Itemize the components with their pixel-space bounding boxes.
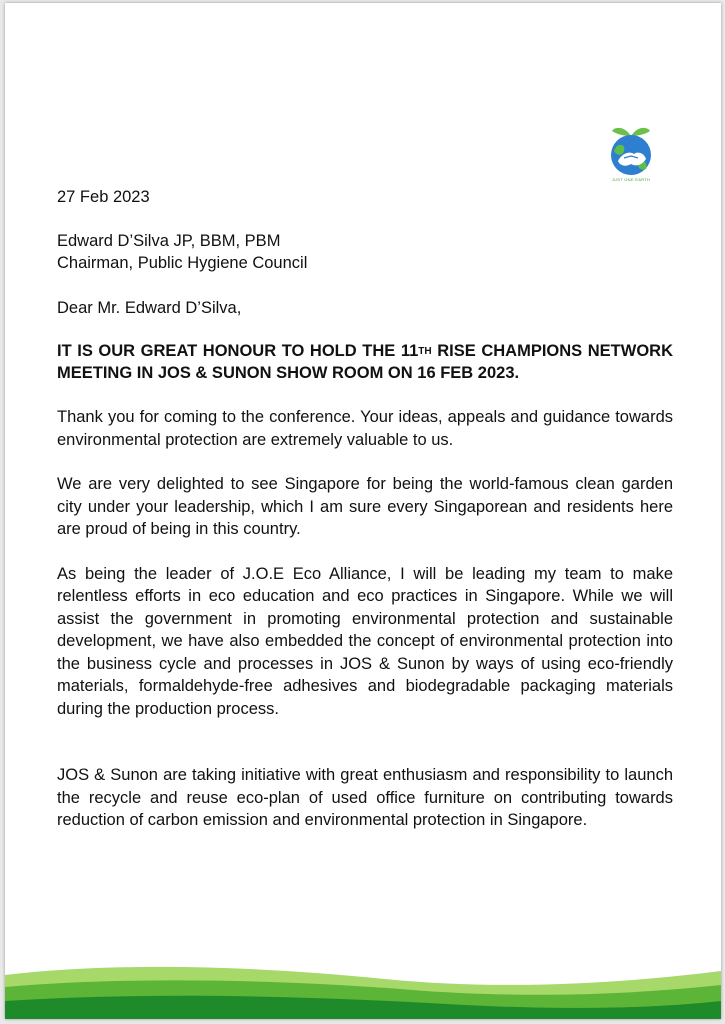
paragraph-thanks: Thank you for coming to the conference. Your ideas, appeals and guidance towards environmental protection are extremely valuable to us. <box>57 408 673 449</box>
heading-part1: IT IS OUR GREAT HONOUR TO HOLD THE 11 <box>57 342 419 360</box>
recipient-title: Chairman, Public Hygiene Council <box>57 254 308 272</box>
globe-hands-icon <box>600 121 662 177</box>
heading-superscript: TH <box>418 346 432 357</box>
letter-date: 27 Feb 2023 <box>57 188 150 206</box>
letter-page <box>5 3 721 1019</box>
salutation: Dear Mr. Edward D’Silva, <box>57 298 242 317</box>
just-one-earth-logo <box>600 121 662 189</box>
recipient-name: Edward D’Silva JP, BBM, PBM <box>57 231 281 250</box>
paragraph-recycle-plan: JOS & Sunon are taking initiative with great enthusiasm and responsibility to launch the recycle and reuse eco-plan of used office furniture on contributing towards reduction of carbon emission and environmental protection in Singapore. <box>57 766 673 829</box>
recipient-block <box>57 230 673 275</box>
paragraph-singapore: We are very delighted to see Singapore for being the world-famous clean garden city under your leadership, which I am sure every Singaporean and residents here are proud of being in this country. <box>57 475 673 538</box>
letter-heading <box>57 340 673 384</box>
footer-wave-decoration <box>5 957 721 1019</box>
letter-body <box>57 186 673 854</box>
logo-caption: JUST ONE EARTH <box>611 177 651 182</box>
heading-part2: RISE CHAMPIONS NETWORK MEETING IN JOS & SUNON SHOW ROOM ON 16 FEB 2023. <box>57 342 673 382</box>
paragraph-eco-alliance: As being the leader of J.O.E Eco Alliance, I will be leading my team to make relentless efforts in eco education and eco practices in Singapore. While we will assist the government in promoting environmental protection and sustainable development, we have also embedded the concept of environmental protection into the business cycle and processes in JOS & Sunon by ways of using eco-friendly materials, formaldehyde-free adhesives and biodegradable packaging materials during the production process. <box>57 564 673 718</box>
